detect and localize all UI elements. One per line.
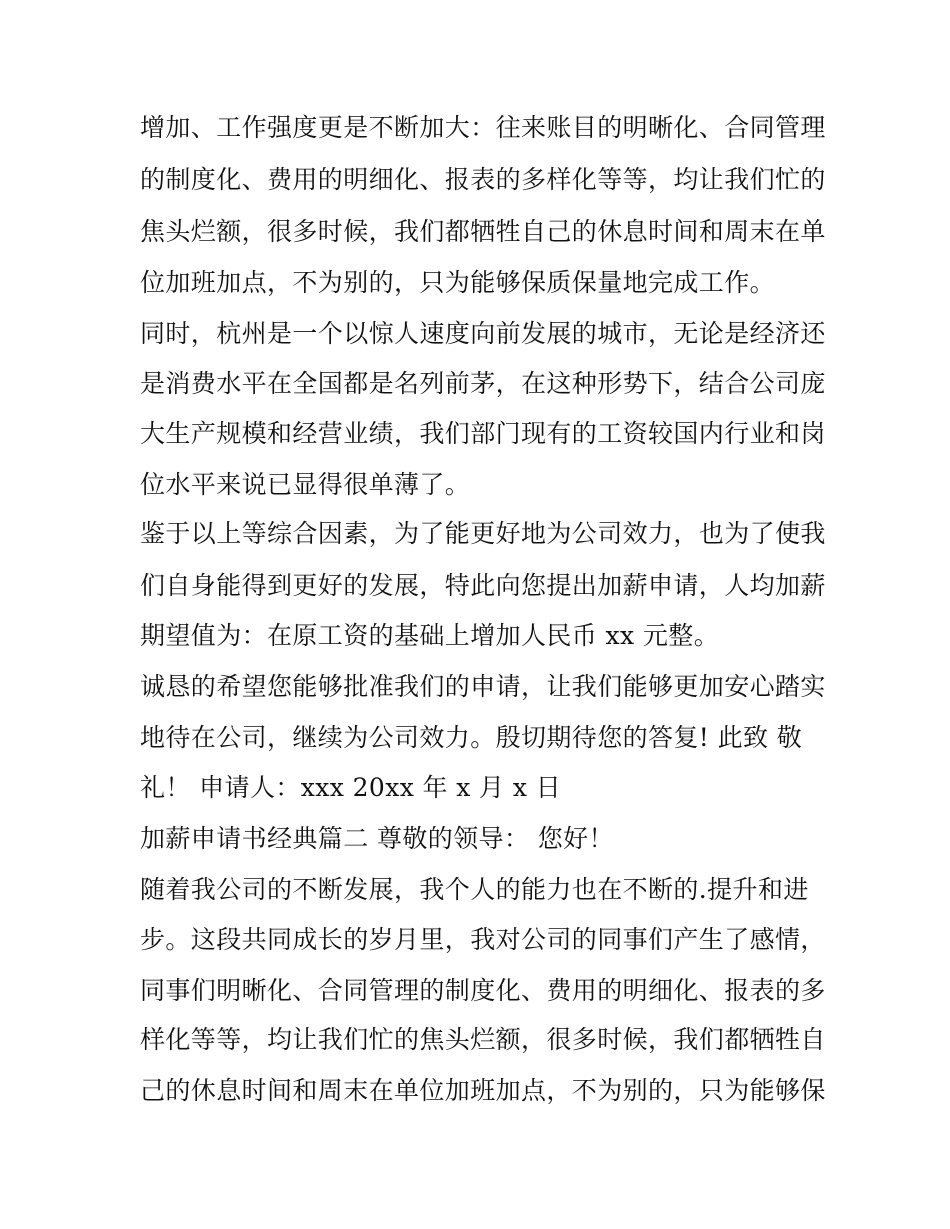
text-line: 随着我公司的不断发展，我个人的能力也在不断的.提升和进: [140, 875, 809, 904]
text-line: 位水平来说已显得很单薄了。: [140, 470, 471, 499]
text-line: 期望值为：在原工资的基础上增加人民币 xx 元整。: [140, 621, 720, 650]
text-line: 加薪申请书经典篇二 尊敬的领导： 您好！: [140, 824, 614, 853]
text-line: 礼！ 申请人：xxx 20xx 年 x 月 x 日: [140, 773, 562, 802]
text-line: 步。这段共同成长的岁月里，我对公司的同事们产生了感情，: [140, 925, 826, 954]
text-line: 同事们明晰化、合同管理的制度化、费用的明细化、报表的多: [140, 976, 826, 1005]
text-line: 同时，杭州是一个以惊人速度向前发展的城市，无论是经济还: [140, 319, 826, 348]
text-line: 位加班加点，不为别的，只为能够保质保量地完成工作。: [140, 268, 776, 297]
text-line: 样化等等，均让我们忙的焦头烂额，很多时候，我们都牺牲自: [140, 1025, 826, 1054]
text-line: 的制度化、费用的明细化、报表的多样化等等，均让我们忙的: [140, 165, 826, 194]
text-line: 鉴于以上等综合因素，为了能更好地为公司效力，也为了使我: [140, 519, 826, 548]
text-line: 焦头烂额，很多时候，我们都牺牲自己的休息时间和周末在单: [140, 217, 826, 246]
text-line: 大生产规模和经营业绩，我们部门现有的工资较国内行业和岗: [140, 419, 826, 448]
text-line: 地待在公司，继续为公司效力。殷切期待您的答复! 此致 敬: [140, 723, 803, 752]
text-line: 是消费水平在全国都是名列前茅，在这种形势下，结合公司庞: [140, 369, 826, 398]
text-line: 己的休息时间和周末在单位加班加点，不为别的，只为能够保: [140, 1076, 826, 1105]
text-line: 增加、工作强度更是不断加大：往来账目的明晰化、合同管理: [140, 113, 826, 142]
text-line: 诚恳的希望您能够批准我们的申请，让我们能够更加安心踏实: [140, 672, 826, 701]
text-line: 们自身能得到更好的发展，特此向您提出加薪申请，人均加薪: [140, 571, 826, 600]
